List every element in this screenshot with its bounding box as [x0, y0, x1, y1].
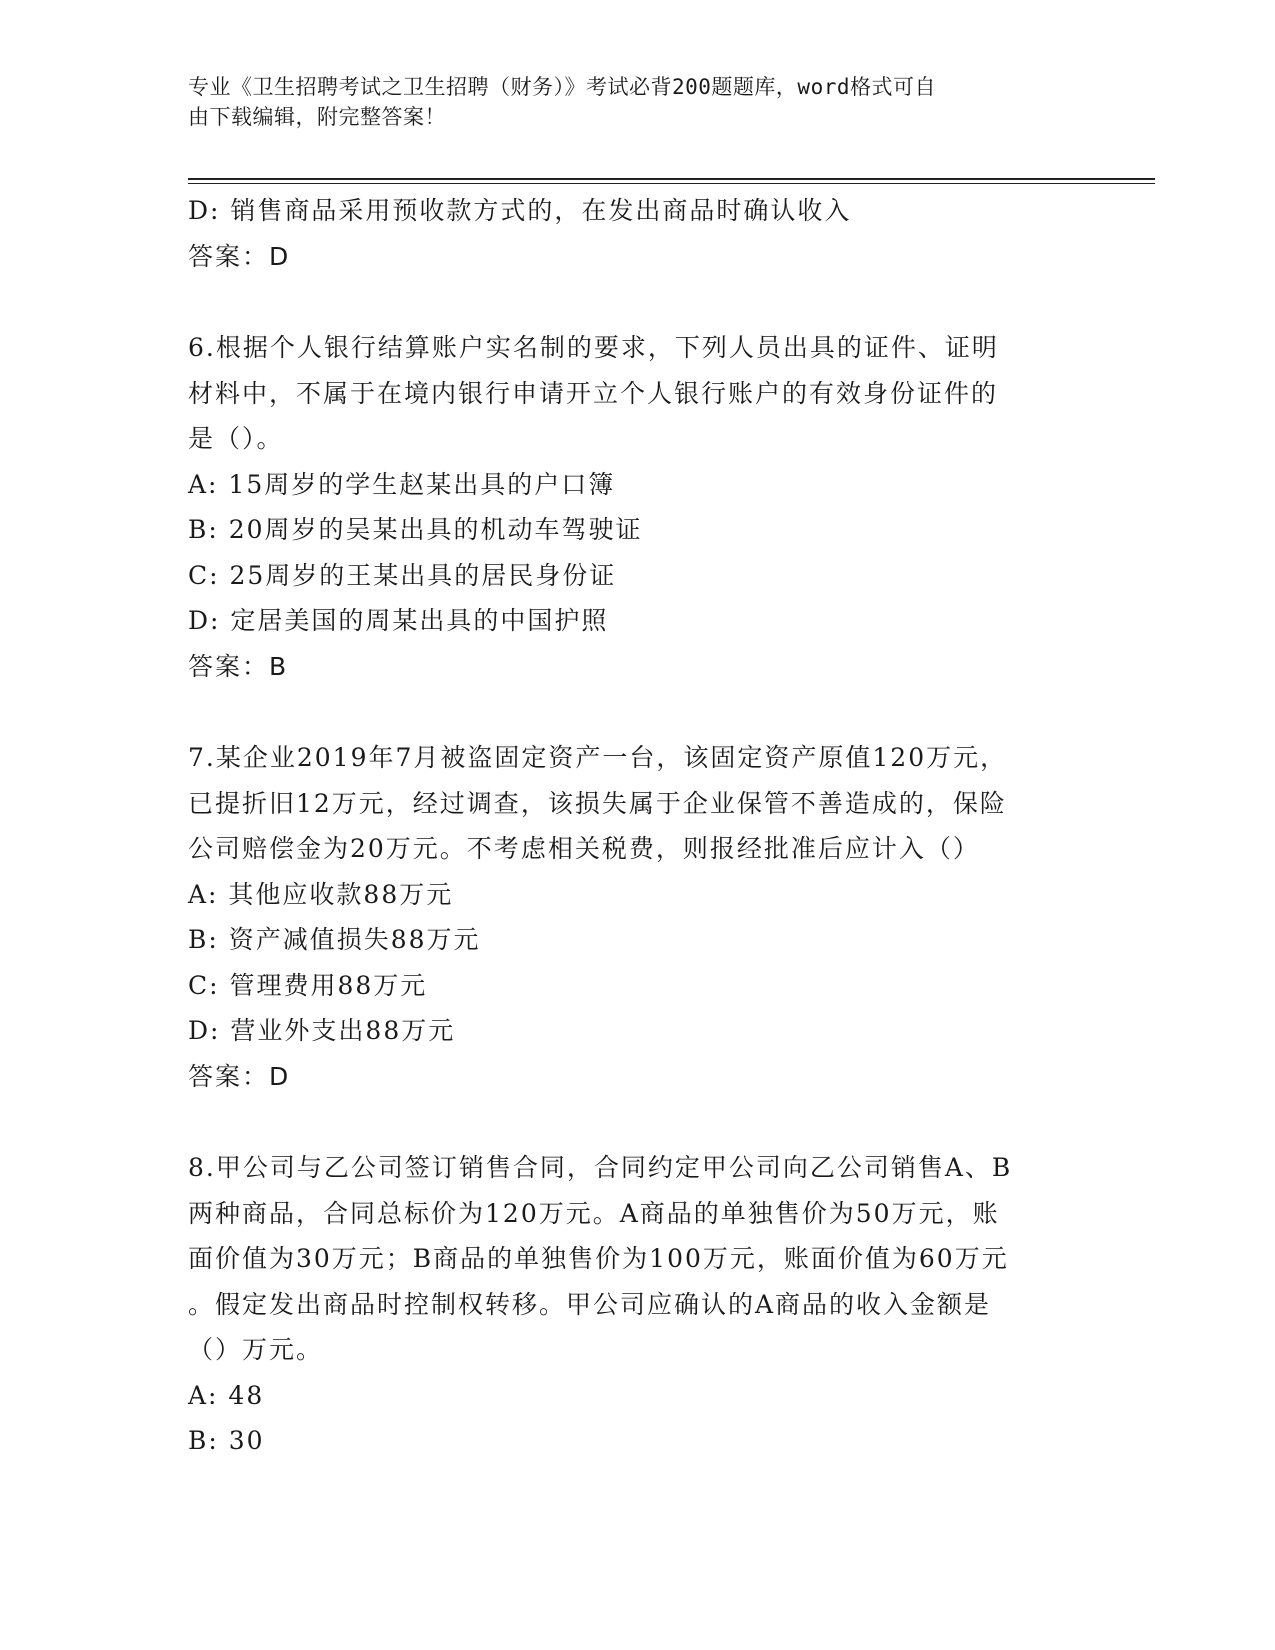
question-stem-line: 。假定发出商品时控制权转移。甲公司应确认的A商品的收入金额是 — [188, 1289, 992, 1319]
option-c: C: 25周岁的王某出具的居民身份证 — [188, 560, 617, 590]
question-stem-line: 6.根据个人银行结算账户实名制的要求，下列人员出具的证件、证明 — [188, 333, 999, 362]
answer-label: 答案：D — [188, 241, 291, 271]
question-block-7 — [188, 735, 1088, 1099]
option-b: B: 资产减值损失88万元 — [188, 925, 481, 954]
question-block-5 — [188, 188, 1088, 279]
question-stem-line: 两种商品，合同总标价为120万元。A商品的单独售价为50万元，账 — [188, 1198, 1000, 1228]
option-d: D: 定居美国的周某出具的中国护照 — [188, 606, 609, 635]
question-stem-line: 8.甲公司与乙公司签订销售合同，合同约定甲公司向乙公司销售A、B — [188, 1153, 1013, 1182]
question-block-8 — [188, 1145, 1088, 1464]
option-b: B: 30 — [188, 1426, 265, 1455]
question-stem-line: 是（）。 — [188, 424, 284, 453]
answer-label: 答案：B — [188, 651, 289, 681]
option-d: D: 销售商品采用预收款方式的，在发出商品时确认收入 — [188, 196, 852, 225]
question-stem-line: 材料中，不属于在境内银行申请开立个人银行账户的有效身份证件的 — [188, 378, 999, 408]
question-stem-line: 公司赔偿金为20万元。不考虑相关税费，则报经批准后应计入（） — [188, 834, 980, 863]
header-divider-thin — [188, 183, 1155, 184]
question-list — [188, 188, 1088, 1464]
question-stem-line: 7.某企业2019年7月被盗固定资产一台，该固定资产原值120万元， — [188, 743, 1008, 772]
option-a: A: 其他应收款88万元 — [188, 879, 454, 909]
option-d: D: 营业外支出88万元 — [188, 1016, 456, 1045]
question-stem-line: 已提折旧12万元，经过调查，该损失属于企业保管不善造成的，保险 — [188, 788, 1007, 818]
option-c: C: 管理费用88万元 — [188, 970, 428, 1000]
question-block-6 — [188, 325, 1088, 689]
question-stem-line: （）万元。 — [188, 1335, 324, 1364]
option-b: B: 20周岁的吴某出具的机动车驾驶证 — [188, 515, 643, 544]
question-stem-line: 面价值为30万元；B商品的单独售价为100万元，账面价值为60万元 — [188, 1244, 1009, 1273]
answer-label: 答案：D — [188, 1061, 291, 1091]
option-a: A: 15周岁的学生赵某出具的户口簿 — [188, 469, 616, 499]
document-header: 专业《卫生招聘考试之卫生招聘（财务）》考试必背200题题库，word格式可自 由下载编辑，附完整答案！ — [188, 75, 936, 129]
header-divider-thick — [188, 178, 1155, 180]
option-a: A: 48 — [188, 1380, 265, 1410]
